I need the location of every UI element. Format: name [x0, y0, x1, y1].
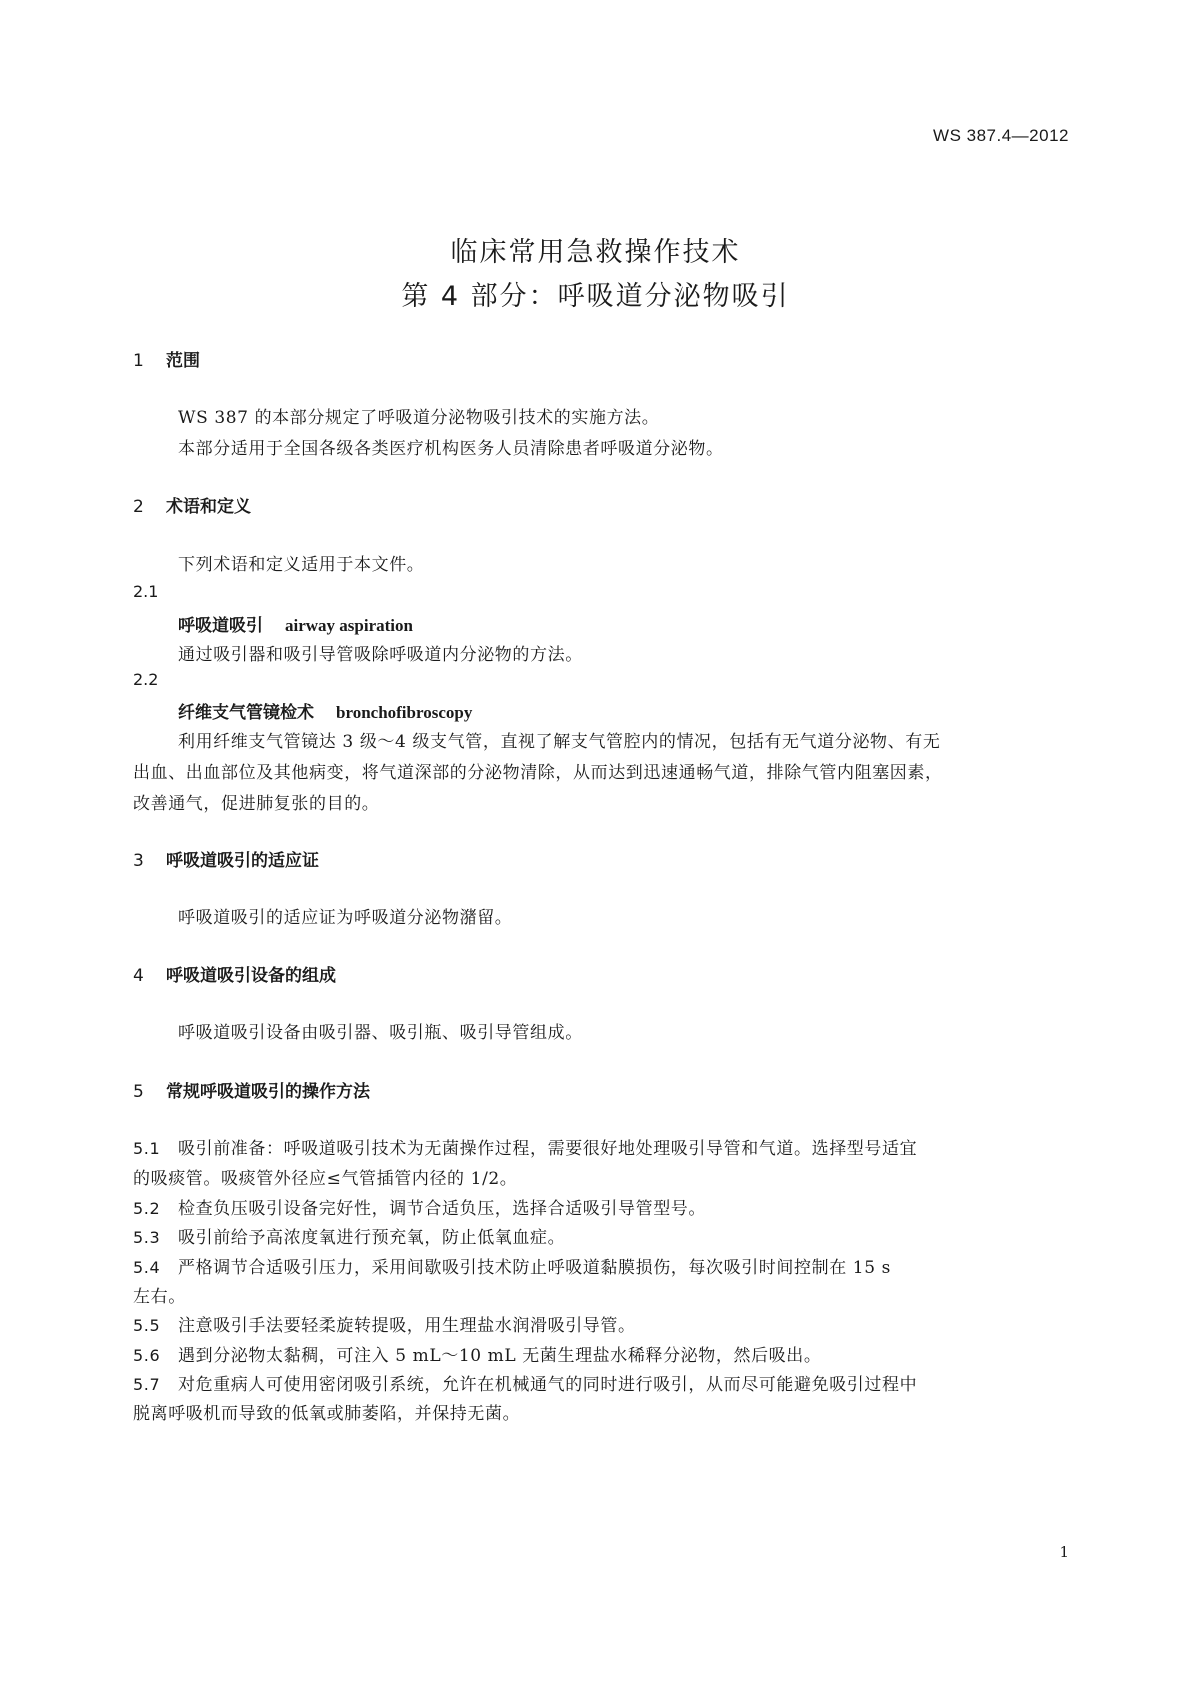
document-subtitle: 第 4 部分：呼吸道分泌物吸引 [401, 281, 790, 312]
paragraph: WS 387 的本部分规定了呼吸道分泌物吸引技术的实施方法。 [178, 408, 660, 428]
section-title: 常规呼吸道吸引的操作方法 [166, 1082, 370, 1102]
term-chinese: 纤维支气管镜检术 [178, 703, 314, 723]
section-number: 3 [133, 851, 144, 871]
item-continuation: 脱离呼吸机而导致的低氧或肺萎陷，并保持无菌。 [133, 1404, 521, 1424]
term-definition: 出血、出血部位及其他病变，将气道深部的分泌物清除，从而达到迅速通畅气道，排除气管内阻塞因素， [133, 763, 943, 783]
standard-code: WS 387.4—2012 [933, 126, 1069, 145]
item-text: 对危重病人可使用密闭吸引系统，允许在机械通气的同时进行吸引，从而尽可能避免吸引过程中 [178, 1375, 918, 1395]
term-definition: 利用纤维支气管镜达 3 级～4 级支气管，直视了解支气管腔内的情况，包括有无气道分泌物、有无 [178, 732, 941, 752]
item-number: 5.7 [133, 1375, 161, 1394]
section-number: 4 [133, 966, 144, 986]
list-item [133, 1223, 565, 1248]
list-item [133, 1370, 917, 1395]
section-number: 2 [133, 497, 144, 517]
paragraph: 呼吸道吸引设备由吸引器、吸引瓶、吸引导管组成。 [178, 1023, 583, 1043]
section-1-heading [133, 346, 200, 371]
term-entry [178, 611, 413, 636]
paragraph: 呼吸道吸引的适应证为呼吸道分泌物潴留。 [178, 908, 513, 928]
term-english: bronchofibroscopy [336, 703, 473, 722]
clause-number: 2.2 [133, 670, 159, 689]
section-5-heading [133, 1077, 370, 1102]
item-text: 遇到分泌物太黏稠，可注入 5 mL～10 mL 无菌生理盐水稀释分泌物，然后吸出。 [178, 1346, 822, 1366]
paragraph: 本部分适用于全国各级各类医疗机构医务人员清除患者呼吸道分泌物。 [178, 439, 724, 459]
list-item [133, 1134, 917, 1159]
term-english: airway aspiration [285, 616, 413, 635]
item-number: 5.2 [133, 1199, 161, 1218]
item-text: 吸引前给予高浓度氧进行预充氧，防止低氧血症。 [178, 1228, 566, 1248]
section-3-heading [133, 846, 319, 871]
item-text: 吸引前准备：呼吸道吸引技术为无菌操作过程，需要很好地处理吸引导管和气道。选择型号适宜 [178, 1139, 918, 1159]
section-number: 5 [133, 1082, 144, 1102]
item-number: 5.3 [133, 1228, 161, 1247]
list-item [133, 1253, 891, 1278]
section-4-heading [133, 961, 336, 986]
item-text: 检查负压吸引设备完好性，调节合适负压，选择合适吸引导管型号。 [178, 1199, 706, 1219]
item-number: 5.1 [133, 1139, 161, 1158]
term-definition: 改善通气，促进肺复张的目的。 [133, 794, 380, 814]
section-2-heading [133, 492, 251, 517]
term-entry [178, 698, 472, 723]
section-title: 范围 [166, 351, 200, 371]
paragraph: 下列术语和定义适用于本文件。 [178, 555, 425, 575]
list-item [133, 1194, 706, 1219]
section-title: 呼吸道吸引设备的组成 [166, 966, 336, 986]
list-item [133, 1311, 636, 1336]
item-number: 5.6 [133, 1346, 161, 1365]
section-title: 术语和定义 [166, 497, 251, 517]
term-definition: 通过吸引器和吸引导管吸除呼吸道内分泌物的方法。 [178, 645, 583, 665]
item-text: 严格调节合适吸引压力，采用间歇吸引技术防止呼吸道黏膜损伤，每次吸引时间控制在 15 s [178, 1258, 891, 1278]
section-title: 呼吸道吸引的适应证 [166, 851, 319, 871]
item-number: 5.5 [133, 1316, 161, 1335]
page-number: 1 [1059, 1543, 1069, 1561]
item-text: 注意吸引手法要轻柔旋转提吸，用生理盐水润滑吸引导管。 [178, 1316, 636, 1336]
item-continuation: 左右。 [133, 1287, 186, 1307]
item-number: 5.4 [133, 1258, 161, 1277]
clause-number: 2.1 [133, 582, 159, 601]
list-item [133, 1341, 821, 1366]
item-continuation: 的吸痰管。吸痰管外径应≤气管插管内径的 1/2。 [133, 1169, 518, 1189]
section-number: 1 [133, 351, 144, 371]
document-title: 临床常用急救操作技术 [450, 237, 741, 268]
term-chinese: 呼吸道吸引 [178, 616, 263, 636]
